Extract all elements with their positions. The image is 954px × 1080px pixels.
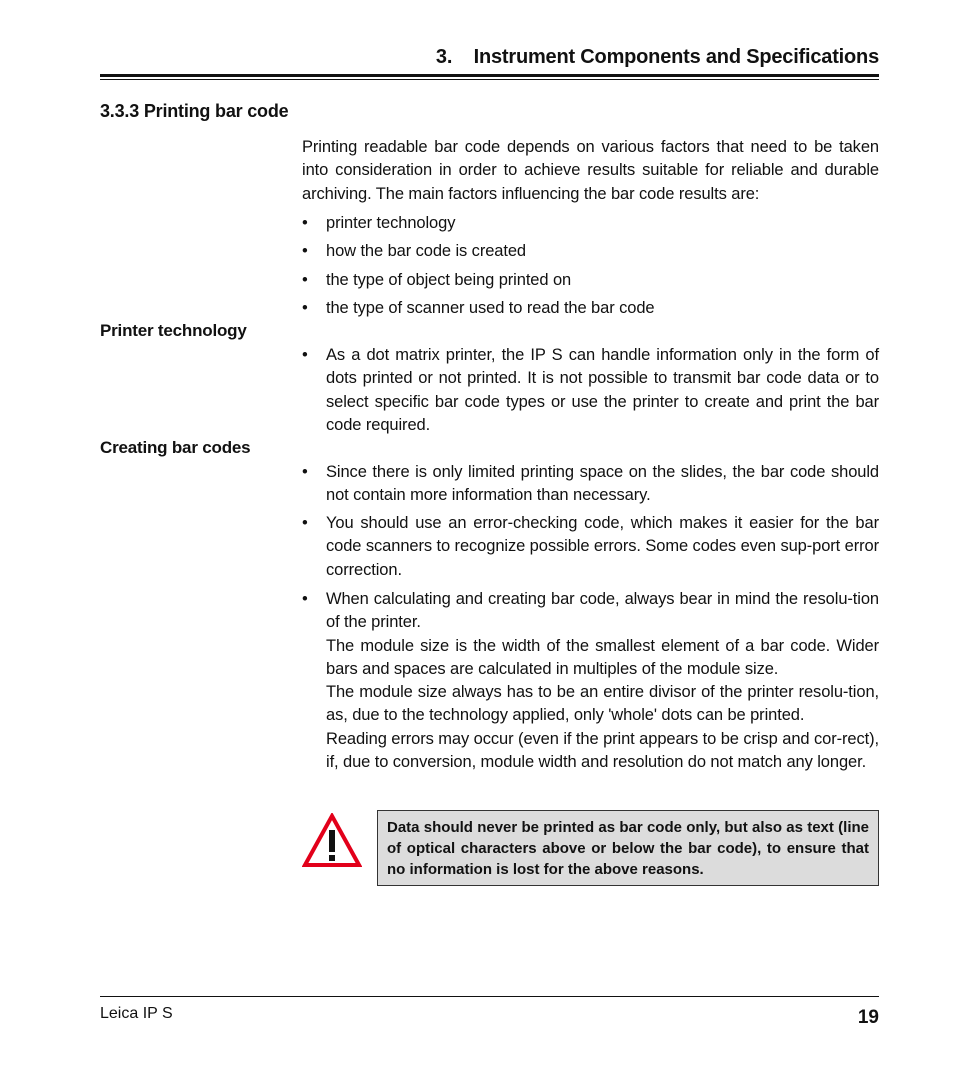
resolution-text <box>326 588 879 774</box>
bullet-icon: • <box>302 590 308 608</box>
creating-bar-codes-heading: Creating bar codes <box>100 438 251 457</box>
bullet-icon: • <box>302 463 308 481</box>
bullet-icon: • <box>302 346 308 364</box>
list-item <box>302 461 879 508</box>
factor-text: how the bar code is created <box>326 242 527 260</box>
bullet-icon: • <box>302 242 308 260</box>
resolution-paragraph: When calculating and creating bar code, always bear in mind the resolu-tion of the printer. <box>326 590 879 632</box>
list-item <box>302 512 879 582</box>
chapter-header: 3. Instrument Components and Specifications <box>435 46 879 68</box>
module-size-paragraph: The module size is the width of the smallest element of a bar code. Wider bars and spaces are calculated in multiples of the module size. <box>326 636 879 678</box>
factor-text: the type of object being printed on <box>326 271 572 289</box>
factor-text: printer technology <box>326 214 456 232</box>
list-item <box>302 240 879 263</box>
list-item <box>302 297 879 320</box>
divisor-paragraph: The module size always has to be an entire divisor of the printer resolu-tion, as, due to the technology applied, only 'whole' dots can be printed. <box>326 683 879 725</box>
section-title: 3.3.3 Printing bar code <box>100 101 289 121</box>
footer-rule <box>100 996 879 997</box>
bar-code-tip-text: You should use an error-checking code, which makes it easier for the bar code scanners to recognize possible errors. Some codes even sup-port error correction. <box>326 514 879 579</box>
printer-technology-text: As a dot matrix printer, the IP S can handle information only in the form of dots printed or not printed. It is not possible to transmit bar code data or to select specific bar code types or use the printer to create and print the bar code required. <box>326 346 879 434</box>
factor-text: the type of scanner used to read the bar code <box>326 299 655 317</box>
list-item <box>302 212 879 235</box>
header-rule-thin <box>100 79 879 80</box>
exclamation-bar <box>329 830 335 852</box>
bullet-icon: • <box>302 514 308 532</box>
page-number: 19 <box>857 1007 879 1028</box>
warning-note: Data should never be printed as bar code only, but also as text (line of optical characters above or below the bar code), to ensure that no information is lost for the above reasons. <box>377 810 879 886</box>
bullet-icon: • <box>302 214 308 232</box>
list-item <box>302 588 879 774</box>
warning-triangle-icon <box>302 813 362 868</box>
list-item <box>302 344 879 437</box>
bullet-icon: • <box>302 271 308 289</box>
footer-product: Leica IP S <box>100 1005 173 1022</box>
header-rule <box>100 74 879 77</box>
bar-code-tip-text: Since there is only limited printing space on the slides, the bar code should not contain more information than necessary. <box>326 463 879 505</box>
printer-technology-heading: Printer technology <box>100 321 247 340</box>
list-item <box>302 269 879 292</box>
intro-paragraph: Printing readable bar code depends on various factors that need to be taken into consideration in order to achieve results suitable for reliable and durable archiving. The main factors influencing the bar code results are: <box>302 138 879 203</box>
reading-errors-paragraph: Reading errors may occur (even if the print appears to be crisp and cor-rect), if, due to conversion, module width and resolution do not match any longer. <box>326 729 879 772</box>
bullet-icon: • <box>302 299 308 317</box>
exclamation-dot <box>329 855 335 861</box>
